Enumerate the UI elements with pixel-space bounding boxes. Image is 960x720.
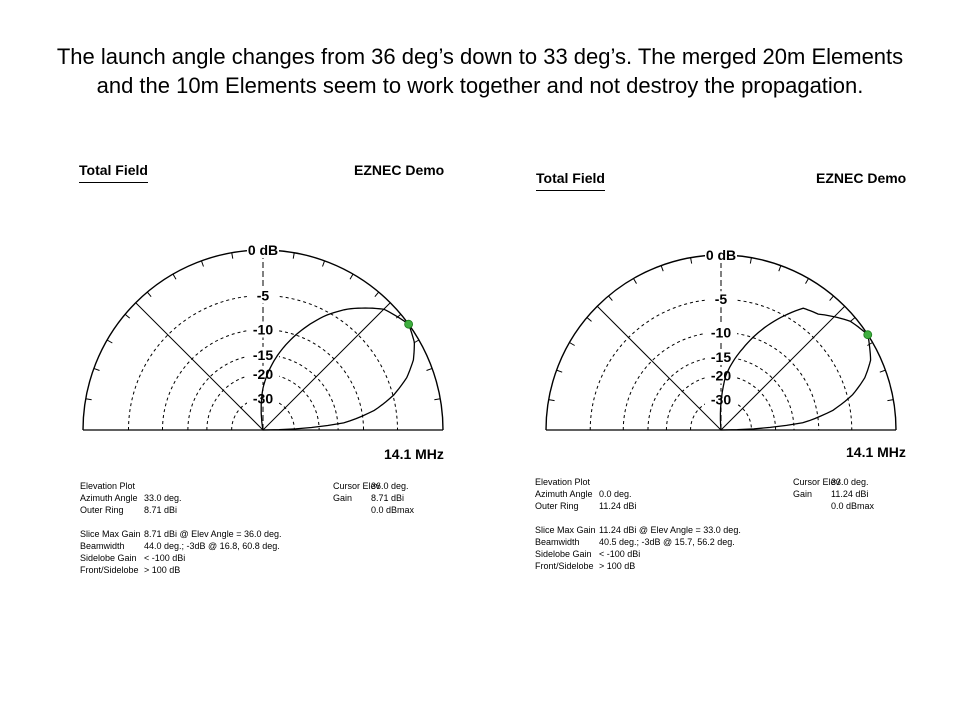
outer-ring-tick bbox=[609, 296, 613, 301]
info-value: 11.24 dBi bbox=[831, 489, 869, 499]
radial-line bbox=[136, 303, 263, 430]
radial-line bbox=[597, 306, 721, 430]
info-row bbox=[535, 560, 741, 572]
info-value: 33.0 deg. bbox=[831, 477, 869, 487]
info-label: Front/Sidelobe bbox=[80, 565, 139, 575]
info-value: 44.0 deg.; -3dB @ 16.8, 60.8 deg. bbox=[144, 541, 280, 551]
radial-line bbox=[263, 303, 390, 430]
info-value: 11.24 dBi bbox=[599, 501, 637, 511]
info-value: 8.71 dBi @ Elev Angle = 36.0 deg. bbox=[144, 529, 282, 539]
info-row bbox=[333, 504, 414, 516]
info-row bbox=[80, 564, 281, 576]
elevation-plot-right bbox=[530, 158, 920, 458]
outer-ring-tick bbox=[691, 258, 692, 264]
info-row bbox=[80, 540, 281, 552]
info-label: Elevation Plot bbox=[535, 477, 591, 487]
info-row bbox=[333, 492, 414, 504]
slide-title: The launch angle changes from 36 deg’s down to 33 deg’s. The merged 20m Elements and the 10m Elements seem to work together and not destroy the propagation. bbox=[56, 44, 904, 98]
outer-ring-tick bbox=[86, 399, 92, 400]
info-value: 11.24 dBi @ Elev Angle = 33.0 deg. bbox=[599, 525, 741, 535]
outer-ring-tick bbox=[125, 314, 130, 318]
outer-ring-tick bbox=[887, 400, 893, 401]
info-label: Outer Ring bbox=[535, 501, 579, 511]
outer-ring-tick bbox=[147, 292, 151, 297]
info-row bbox=[793, 500, 874, 512]
ring-label: 0 dB bbox=[705, 247, 737, 263]
outer-ring-tick bbox=[173, 274, 176, 279]
outer-ring-tick bbox=[434, 399, 440, 400]
info-value: < -100 dBi bbox=[599, 549, 641, 559]
outer-ring-tick bbox=[587, 318, 592, 322]
info-row bbox=[333, 480, 414, 492]
info-value: 8.71 dBi bbox=[144, 505, 178, 515]
ring-label: -5 bbox=[256, 287, 270, 304]
plot-header-right: EZNEC Demo bbox=[816, 170, 907, 186]
info-row bbox=[535, 536, 741, 548]
info-label bbox=[793, 500, 831, 512]
info-label: Gain bbox=[333, 493, 353, 503]
info-value: 33.0 deg. bbox=[144, 493, 182, 503]
outer-ring-tick bbox=[323, 261, 325, 267]
plot-header-left: Total Field bbox=[536, 170, 605, 191]
outer-ring-tick bbox=[634, 278, 637, 283]
outer-ring-tick bbox=[661, 266, 663, 272]
outer-ring-tick bbox=[201, 261, 203, 267]
ring-label: -10 bbox=[710, 324, 732, 341]
info-row bbox=[535, 524, 741, 536]
info-value: 0.0 dBmax bbox=[371, 505, 415, 515]
outer-ring-tick bbox=[830, 296, 834, 301]
polar-plot-svg bbox=[530, 158, 920, 458]
info-block-left bbox=[80, 480, 281, 576]
info-value: 0.0 dBmax bbox=[831, 501, 875, 511]
info-label: Outer Ring bbox=[80, 505, 124, 515]
frequency-label: 14.1 MHz bbox=[846, 444, 906, 460]
info-label: Cursor Elev bbox=[333, 481, 381, 491]
info-label: Gain bbox=[793, 489, 813, 499]
ring-label: -5 bbox=[714, 291, 728, 308]
elevation-plot-left bbox=[70, 150, 460, 462]
info-label: Azimuth Angle bbox=[80, 493, 138, 503]
info-value: 40.5 deg.; -3dB @ 15.7, 56.2 deg. bbox=[599, 537, 735, 547]
outer-ring-tick bbox=[850, 318, 855, 322]
info-row bbox=[535, 488, 741, 500]
info-label: Cursor Elev bbox=[793, 477, 841, 487]
outer-ring-tick bbox=[94, 368, 100, 370]
frequency-label: 14.1 MHz bbox=[384, 446, 444, 462]
info-row bbox=[793, 488, 874, 500]
info-row bbox=[535, 476, 741, 488]
info-label: Azimuth Angle bbox=[535, 489, 593, 499]
info-value: < -100 dBi bbox=[144, 553, 186, 563]
ring-label: -10 bbox=[252, 321, 274, 338]
info-row bbox=[80, 504, 281, 516]
ring-label: -30 bbox=[252, 390, 274, 407]
polar-plot-svg bbox=[70, 150, 460, 450]
ring-label: 0 dB bbox=[247, 242, 279, 258]
info-label: Elevation Plot bbox=[80, 481, 136, 491]
info-row bbox=[535, 500, 741, 512]
ring-label: -20 bbox=[710, 367, 732, 384]
cursor-marker bbox=[405, 320, 413, 328]
info-value: 36.0 deg. bbox=[371, 481, 409, 491]
info-label: Front/Sidelobe bbox=[535, 561, 594, 571]
outer-ring-tick bbox=[232, 253, 233, 259]
radiation-pattern bbox=[720, 308, 870, 430]
info-value: 8.71 dBi bbox=[371, 493, 405, 503]
ring-label: -15 bbox=[252, 346, 274, 363]
ring-label: -30 bbox=[710, 391, 732, 408]
outer-ring-tick bbox=[293, 253, 294, 259]
info-label: Sidelobe Gain bbox=[535, 549, 592, 559]
outer-ring-tick bbox=[557, 370, 563, 372]
radial-line bbox=[721, 306, 845, 430]
info-value: > 100 dB bbox=[144, 565, 181, 575]
outer-ring-tick bbox=[750, 258, 751, 264]
outer-ring-tick bbox=[880, 370, 886, 372]
info-label bbox=[333, 504, 371, 516]
info-label: Beamwidth bbox=[535, 537, 580, 547]
info-value: 0.0 deg. bbox=[599, 489, 632, 499]
info-label: Sidelobe Gain bbox=[80, 553, 137, 563]
info-label: Slice Max Gain bbox=[80, 529, 141, 539]
info-row bbox=[80, 492, 281, 504]
plot-header-left: Total Field bbox=[79, 162, 148, 183]
plot-header-right: EZNEC Demo bbox=[354, 162, 445, 178]
info-row bbox=[80, 528, 281, 540]
cursor-block-right bbox=[793, 476, 874, 512]
outer-ring-tick bbox=[569, 343, 574, 346]
info-label: Slice Max Gain bbox=[535, 525, 596, 535]
outer-ring-tick bbox=[107, 340, 112, 343]
outer-ring-tick bbox=[549, 400, 555, 401]
outer-ring-tick bbox=[779, 266, 781, 272]
info-row bbox=[80, 480, 281, 492]
info-label: Beamwidth bbox=[80, 541, 125, 551]
ring-label: -20 bbox=[252, 365, 274, 382]
outer-ring-tick bbox=[375, 292, 379, 297]
outer-ring-tick bbox=[350, 274, 353, 279]
info-row bbox=[80, 552, 281, 564]
info-row bbox=[793, 476, 874, 488]
cursor-marker bbox=[864, 331, 872, 339]
info-value: > 100 dB bbox=[599, 561, 636, 571]
info-block-right bbox=[535, 476, 741, 572]
info-row bbox=[535, 548, 741, 560]
ring-label: -15 bbox=[710, 348, 732, 365]
outer-ring-tick bbox=[427, 368, 433, 370]
outer-ring-tick bbox=[806, 278, 809, 283]
cursor-block-left bbox=[333, 480, 414, 516]
radiation-pattern bbox=[261, 308, 414, 430]
